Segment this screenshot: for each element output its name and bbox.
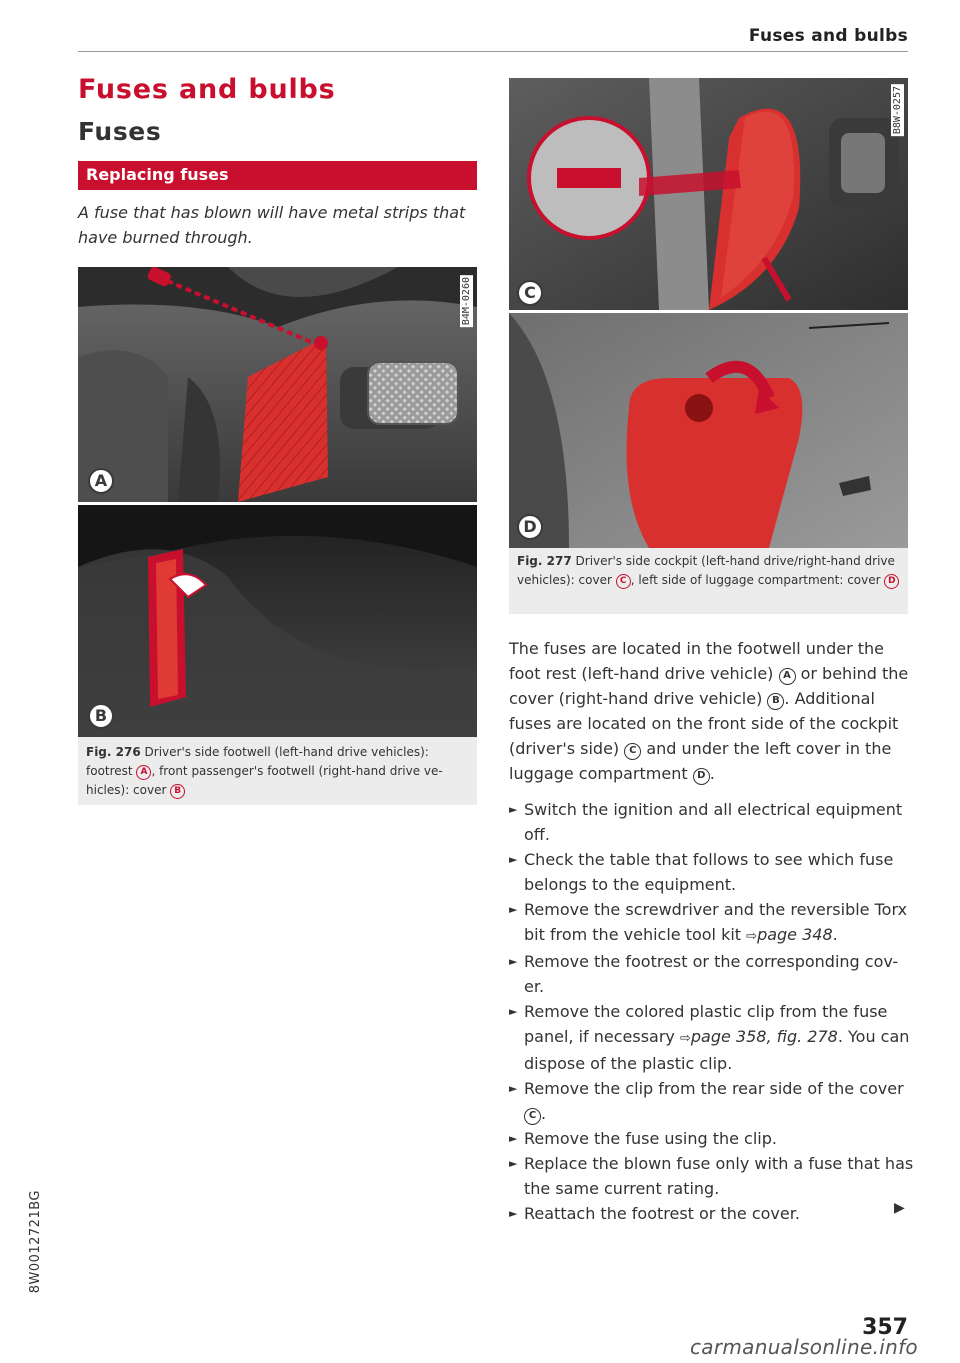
body-ref-b: B [767, 693, 784, 710]
figure-276-illustration [78, 267, 477, 737]
list-item: ► Remove the clip from the rear side of the cover C . [509, 1076, 914, 1126]
figure-277 [509, 78, 908, 614]
ref-c-badge: C [616, 574, 631, 589]
ref-b-badge: B [170, 784, 185, 799]
continue-arrow-icon: ▶ [894, 1200, 905, 1216]
running-header [78, 22, 908, 52]
body-text-part1: The fuses are located in the footwell under the foot rest (left-hand drive vehicle) [509, 639, 884, 683]
page-link-icon: ⇨ [746, 929, 758, 944]
figure-277-illustration [509, 78, 908, 548]
page-link-348[interactable]: page 348 [757, 925, 833, 944]
figure-277-caption-part2: , left side of luggage compartment: cover [630, 573, 881, 587]
figure-276-caption-part1: Driver's side footwell (left-hand drive vehicles): footrest [86, 745, 429, 778]
figure-276 [78, 267, 477, 805]
figure-277-number: Fig. 277 [517, 554, 572, 568]
figure-276-number: Fig. 276 [86, 745, 141, 759]
list-item: ► Replace the blown fuse only with a fuse that has the same current rating. [509, 1151, 914, 1201]
chapter-title: Fuses and bulbs [78, 74, 336, 105]
body-ref-c: C [624, 743, 641, 760]
list-item: ► Remove the colored plastic clip from the fuse panel, if necessary ⇨page 358, fig. 278. You can dispose of the plastic clip. [509, 999, 914, 1076]
subsection-heading-bar [78, 161, 477, 190]
instruction-list [509, 797, 914, 1226]
body-text-part3: . Additional fuses are located on the front side of the cockpit (driver's side) [509, 689, 899, 758]
body-text-part5: . [709, 764, 715, 783]
list-item: ► Remove the screwdriver and the reversible Torx bit from the vehicle tool kit ⇨page 348. [509, 897, 914, 949]
body-ref-d: D [693, 768, 710, 785]
list-item: ► Remove the footrest or the corresponding cov-er. [509, 949, 914, 999]
body-ref-a: A [779, 668, 796, 685]
list-item: ► Reattach the footrest or the cover. [509, 1201, 914, 1226]
list-item: ► Remove the fuse using the clip. [509, 1126, 914, 1151]
ref-d-badge: D [884, 574, 899, 589]
figure-276-code: B4M-0260 [461, 277, 472, 326]
body-text-part2: or behind the cover (right-hand drive vehicle) [509, 664, 909, 708]
page-link-358[interactable]: page 358, fig. 278 [690, 1027, 838, 1046]
step-ref-c: C [524, 1108, 541, 1125]
figure-276-caption [86, 743, 471, 800]
page-number: 357 [862, 1315, 908, 1340]
body-text-part4: and under the left cover in the luggage compartment [509, 739, 892, 783]
body-paragraph [509, 636, 914, 786]
figure-277-caption [517, 552, 902, 590]
subsection-heading: Replacing fuses [86, 165, 229, 184]
section-title: Fuses [78, 117, 162, 146]
watermark: carmanualsonline.info [690, 1335, 918, 1359]
figure-276-caption-part2: , front passenger's footwell (right-hand drive ve-hicles): cover [86, 764, 443, 797]
list-item: ► Switch the ignition and all electrical equipment off. [509, 797, 914, 847]
intro-text: A fuse that has blown will have metal strips that have burned through. [78, 203, 466, 247]
document-code: 8W0012721BG [28, 1190, 43, 1294]
ref-a-badge: A [136, 765, 151, 780]
figure-277-label-d: D [517, 514, 543, 540]
list-item: ► Check the table that follows to see which fuse belongs to the equipment. [509, 847, 914, 897]
figure-276-label-a: A [88, 468, 114, 494]
figure-277-label-c: C [517, 280, 543, 306]
figure-277-caption-part1: Driver's side cockpit (left-hand drive/right-hand drive vehicles): cover [517, 554, 895, 587]
page-link-icon: ⇨ [679, 1031, 691, 1046]
figure-276-label-b: B [88, 703, 114, 729]
figure-277-code: B8W-0257 [892, 86, 903, 135]
running-header-title: Fuses and bulbs [748, 26, 908, 46]
